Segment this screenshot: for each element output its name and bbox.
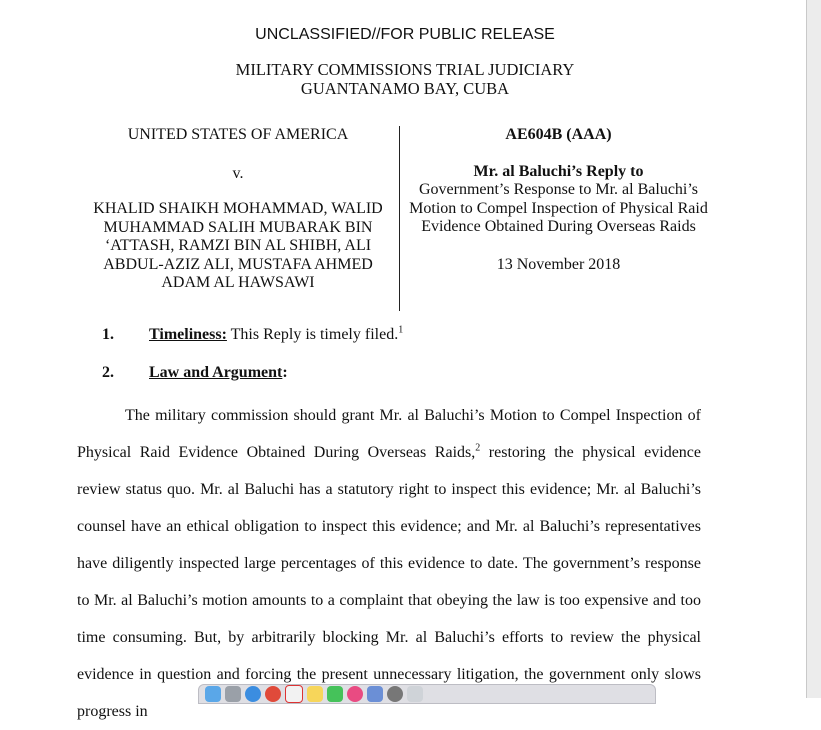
plaintiff-name: UNITED STATES OF AMERICA (127, 126, 349, 143)
settings-icon[interactable] (387, 686, 403, 702)
section-timeliness (102, 326, 403, 344)
case-caption-parties (78, 126, 398, 293)
court-line-1: MILITARY COMMISSIONS TRIAL JUDICIARY (235, 60, 575, 79)
chrome-icon[interactable] (265, 686, 281, 702)
section-text: : (282, 364, 288, 381)
section-text: This Reply is timely filed. (226, 326, 399, 343)
section-law-argument (102, 364, 288, 382)
classification-marking: UNCLASSIFIED//FOR PUBLIC RELEASE (255, 26, 555, 43)
footnote-ref[interactable]: 1 (398, 324, 404, 336)
section-heading: Timeliness: (149, 326, 227, 343)
filing-date: 13 November 2018 (496, 255, 621, 273)
music-icon[interactable] (347, 686, 363, 702)
paragraph (77, 397, 701, 730)
calendar-icon[interactable] (285, 685, 303, 703)
footnote-ref[interactable]: 2 (475, 442, 481, 454)
court-line-2: GUANTANAMO BAY, CUBA (300, 79, 510, 98)
ae-number: AE604B (AAA) (505, 126, 612, 143)
notes-icon[interactable] (307, 686, 323, 702)
section-number: 1. (102, 326, 114, 343)
versus-label: v. (232, 164, 244, 182)
paragraph-text-1: The military commission should grant Mr. al Baluchi’s Motion to Compel Inspection of Physical Raid Evidence Obtained During Overseas Raids, (77, 407, 701, 461)
defendant-names: KHALID SHAIKH MOHAMMAD, WALID MUHAMMAD SALIH MUBARAK BIN ‘ATTASH, RAMZI BIN AL SHIBH, ALI ABDUL-AZIZ ALI, MUSTAFA AHMED ADAM AL HAWSAWI (93, 200, 383, 291)
dock (198, 684, 656, 704)
finder-icon[interactable] (205, 686, 221, 702)
safari-icon[interactable] (245, 686, 261, 702)
preview-icon[interactable] (367, 686, 383, 702)
launchpad-icon[interactable] (225, 686, 241, 702)
section-heading: Law and Argument (149, 364, 283, 381)
argument-paragraph (77, 397, 701, 730)
messages-icon[interactable] (327, 686, 343, 702)
paragraph-text-2: restoring the physical evidence review status quo. Mr. al Baluchi has a statutory right to inspect this evidence; Mr. al Baluchi’s counsel have an ethical obligation to inspect this evidence; and Mr. al Baluchi’s representatives have diligently inspected large percentages of this evidence to date. The government’s response to Mr. al Baluchi’s motion amounts to a complaint that obeying the law is too expensive and too time consuming. But, by arbitrarily blocking Mr. al Baluchi’s efforts to review the physical evidence in question and forcing the present unnecessary litigation, the government only slows progress in (77, 444, 701, 720)
case-caption-filing (405, 126, 712, 274)
section-number: 2. (102, 364, 114, 381)
filing-title-bold: Mr. al Baluchi’s Reply to (473, 162, 644, 180)
trash-icon[interactable] (407, 686, 423, 702)
caption-divider (399, 126, 400, 311)
filing-title: Government’s Response to Mr. al Baluchi’s Motion to Compel Inspection of Physical Raid Evidence Obtained During Overseas Raids (409, 181, 708, 235)
window-edge (806, 0, 821, 698)
court-name (0, 60, 810, 98)
